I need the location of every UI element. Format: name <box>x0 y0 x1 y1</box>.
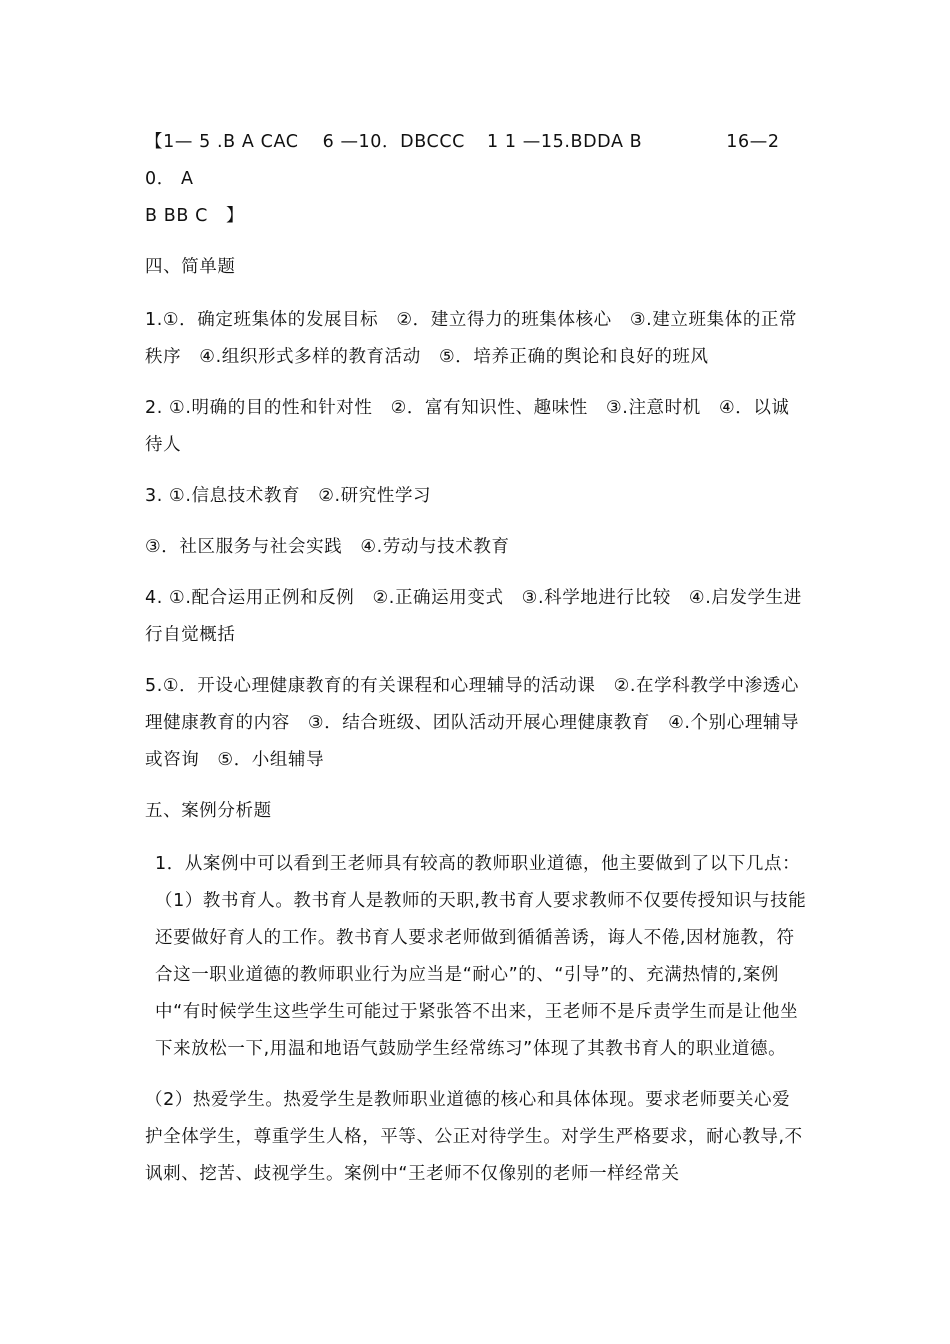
document-content <box>145 124 810 1207</box>
answer-key-11-15: 1 1 —15.BDDA B <box>486 132 643 152</box>
section-4-heading: 四、简单题 <box>145 257 236 277</box>
case-analysis-paragraph-1: 1．从案例中可以看到王老师具有较高的教师职业道德，他主要做到了以下几点： （1）教书育人。教书育人是教师的天职,教书育人要求教师不仅要传授知识与技能还要做好育人的工作。教书育人要求老师做到循循善诱，诲人不倦,因材施教，符合这一职业道德的教师职业行为应当是“耐心”的、“引导”的、充满热情的,案例中“有时候学生这些学生可能过于紧张答不出来，王老师不是斥责学生而是让他坐下来放松一下,用温和地语气鼓励学生经常练习”体现了其教书育人的职业道德。 <box>155 854 810 1059</box>
short-answer-2: 2. ①.明确的目的性和针对性 ②．富有知识性、趣味性 ③.注意时机 ④．以诚待人 <box>145 398 790 455</box>
answer-key-1-5: 【1— 5 .B A CAC <box>145 132 299 152</box>
section-5-heading: 五、案例分析题 <box>145 801 272 821</box>
answer-key-16-20-continued: B BB C 】 <box>145 206 245 226</box>
short-answer-5: 5.①．开设心理健康教育的有关课程和心理辅导的活动课 ②.在学科教学中渗透心理健康教育的内容 ③．结合班级、团队活动开展心理健康教育 ④.个别心理辅导或咨询 ⑤．小组辅导 <box>145 676 800 770</box>
short-answer-3-continued: ③．社区服务与社会实践 ④.劳动与技术教育 <box>145 537 510 557</box>
answer-key <box>145 124 807 235</box>
short-answer-1: 1.①．确定班集体的发展目标 ②．建立得力的班集体核心 ③.建立班集体的正常秩序 ④.组织形式多样的教育活动 ⑤．培养正确的舆论和良好的班风 <box>145 310 798 367</box>
case-analysis-paragraph-2: （2）热爱学生。热爱学生是教师职业道德的核心和具体体现。要求老师要关心爱护全体学生，尊重学生人格，平等、公正对待学生。对学生严格要求，耐心教导,不讽刺、挖苦、歧视学生。案例中“王老师不仅像别的老师一样经常关 <box>145 1090 803 1184</box>
short-answer-3: 3. ①.信息技术教育 ②.研究性学习 <box>145 486 432 506</box>
answer-key-16-20: 16—20． A <box>145 132 780 189</box>
answer-key-6-10: 6 —10．DBCCC <box>322 132 465 152</box>
short-answer-4: 4. ①.配合运用正例和反例 ②.正确运用变式 ③.科学地进行比较 ④.启发学生进行自觉概括 <box>145 588 802 645</box>
